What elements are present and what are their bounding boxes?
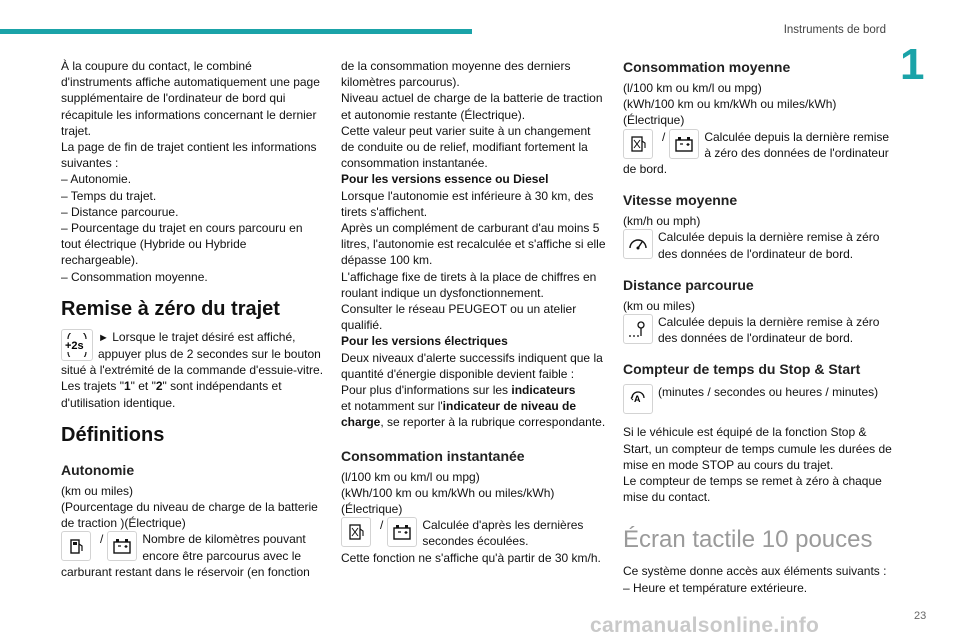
instant-description: Calculée d'après les dernières secondes écoulées. — [422, 518, 584, 549]
autonomie-row — [61, 531, 325, 580]
body-paragraph: Après un complément de carburant d'au moins 5 litres, l'autonomie est recalculée et s'affiche si elle dépasse 100 km. — [341, 221, 606, 268]
list-item: – Distance parcourue. — [61, 204, 179, 219]
elec-subheading: Pour les versions électriques — [341, 334, 508, 349]
units-text: (kWh/100 km ou km/kWh ou miles/kWh) — [341, 485, 555, 500]
battery-plug-icon — [107, 531, 137, 561]
units-text: (Électrique) — [623, 113, 685, 128]
body-paragraph: Si le véhicule est équipé de la fonction Stop & Start, un compteur de temps cumule les durées de mise en mode STOP au cours du trajet. — [623, 425, 892, 472]
body-paragraph: L'affichage fixe de tirets à la place de chiffres en roulant indique un dysfonctionnement. — [341, 269, 597, 300]
average-speed-heading: Vitesse moyenne — [623, 192, 738, 209]
units-text: (l/100 km ou km/l ou mpg) — [341, 469, 480, 484]
instant-row — [341, 517, 607, 549]
stop-start-icon — [623, 384, 653, 414]
svg-text:+2s: +2s — [65, 339, 84, 352]
fuel-consumption-icon — [341, 517, 371, 547]
distance-description: Calculée depuis la dernière remise à zéro des données de l'ordinateur de bord. — [658, 315, 880, 346]
distance-pin-icon — [623, 314, 653, 344]
section-title: Instruments de bord — [783, 24, 886, 36]
list-item: – Temps du trajet. — [61, 188, 157, 203]
column-3 — [623, 58, 893, 596]
autonomie-units: (km ou miles) — [61, 483, 134, 498]
average-row — [623, 129, 893, 178]
column-2 — [341, 58, 607, 566]
intro-paragraph: À la coupure du contact, le combiné d'instruments affiche automatiquement une page supplémentaire de l'ordinateur de bord qui récapitule les informations concernant le dernier trajet. — [61, 59, 320, 138]
reset-instruction: Lorsque le trajet désiré est affiché, appuyer plus de 2 secondes sur le bouton situé à l'extrémité de la commande d'essuie-vitre. — [61, 329, 324, 378]
watermark: carmanualsonline.info — [590, 614, 820, 637]
speed-description: Calculée depuis la dernière remise à zéro des données de l'ordinateur de bord. — [658, 230, 880, 261]
autonomie-description: Nombre de kilomètres pouvant encore être parcourus avec le carburant restant dans le réservoir (en fonction — [61, 532, 310, 579]
list-item: – Heure et température extérieure. — [623, 580, 808, 595]
stop-start-row — [623, 384, 893, 414]
units-text: (l/100 km ou km/l ou mpg) — [623, 81, 762, 95]
body-paragraph: de la consommation moyenne des derniers kilomètres parcourus). — [341, 59, 571, 90]
list-item: – Consommation moyenne. — [61, 269, 208, 284]
battery-plug-icon — [387, 517, 417, 547]
body-paragraph: Lorsque l'autonomie est inférieure à 30 km, des tirets s'affichent. — [341, 188, 594, 219]
instant-note: Cette fonction ne s'affiche qu'à partir de 30 km/h. — [341, 550, 601, 565]
separator-slash: / — [100, 532, 104, 547]
definitions-heading: Définitions — [61, 423, 165, 446]
instant-consumption-heading: Consommation instantanée — [341, 447, 525, 464]
fuel-pump-icon — [61, 531, 91, 561]
bullet-arrow: ► — [98, 331, 109, 344]
battery-plug-icon — [669, 129, 699, 159]
autonomie-note: (Pourcentage du niveau de charge de la batterie de traction )(Électrique) — [61, 500, 318, 531]
fuel-consumption-icon — [623, 129, 653, 159]
average-description: Calculée depuis la dernière remise à zéro des données de l'ordinateur de bord. — [623, 129, 890, 177]
info-paragraph: Pour plus d'informations sur les indicateurs et notamment sur l'indicateur de niveau de charge, se reporter à la rubrique correspondante. — [341, 383, 606, 430]
svg-text:A: A — [634, 394, 641, 405]
intro-paragraph: La page de fin de trajet contient les informations suivantes : — [61, 140, 317, 171]
reset-row — [61, 329, 325, 379]
chapter-number: 1 — [900, 40, 925, 89]
autonomie-heading: Autonomie — [61, 461, 135, 478]
body-paragraph: Ce système donne accès aux éléments suivants : — [623, 564, 887, 579]
units-text: (km/h ou mph) — [623, 214, 701, 229]
stop-start-units: (minutes / secondes ou heures / minutes) — [658, 385, 879, 400]
stop-start-heading: Compteur de temps du Stop & Start — [623, 361, 861, 378]
essence-subheading: Pour les versions essence ou Diesel — [341, 172, 549, 187]
separator-slash: / — [662, 129, 666, 144]
plus-2s-icon — [61, 329, 93, 361]
units-text: (Électrique) — [341, 502, 403, 517]
units-text: (km ou miles) — [623, 298, 696, 313]
header-accent-bar — [0, 29, 472, 34]
body-paragraph: Consulter le réseau PEUGEOT ou un atelier qualifié. — [341, 302, 577, 333]
reset-note: Les trajets "1" et "2" sont indépendants et d'utilisation identique. — [61, 379, 282, 410]
speedometer-icon — [623, 229, 653, 259]
distance-heading: Distance parcourue — [623, 276, 754, 293]
separator-slash: / — [380, 518, 384, 533]
units-text: (kWh/100 km ou km/kWh ou miles/kWh) — [623, 97, 837, 112]
body-paragraph: Deux niveaux d'alerte successifs indiquent que la quantité d'énergie disponible devient faible : — [341, 350, 603, 381]
list-item: – Autonomie. — [61, 172, 132, 187]
touchscreen-heading: Écran tactile 10 pouces — [623, 526, 873, 554]
page-number: 23 — [914, 610, 927, 622]
body-paragraph: Le compteur de temps se remet à zéro à chaque mise du contact. — [623, 474, 882, 505]
speed-row — [623, 229, 893, 261]
body-paragraph: Niveau actuel de charge de la batterie de traction et autonomie restante (Électrique). — [341, 91, 603, 122]
reset-heading: Remise à zéro du trajet — [61, 297, 280, 320]
list-item: – Pourcentage du trajet en cours parcouru en tout électrique (Hybride ou Hybride rechargeable). — [61, 221, 303, 268]
column-1 — [61, 58, 325, 580]
distance-row — [623, 314, 893, 346]
body-paragraph: Cette valeur peut varier suite à un changement de conduite ou de relief, modifiant fortement la consommation instantanée. — [341, 123, 591, 171]
average-consumption-heading: Consommation moyenne — [623, 59, 791, 75]
